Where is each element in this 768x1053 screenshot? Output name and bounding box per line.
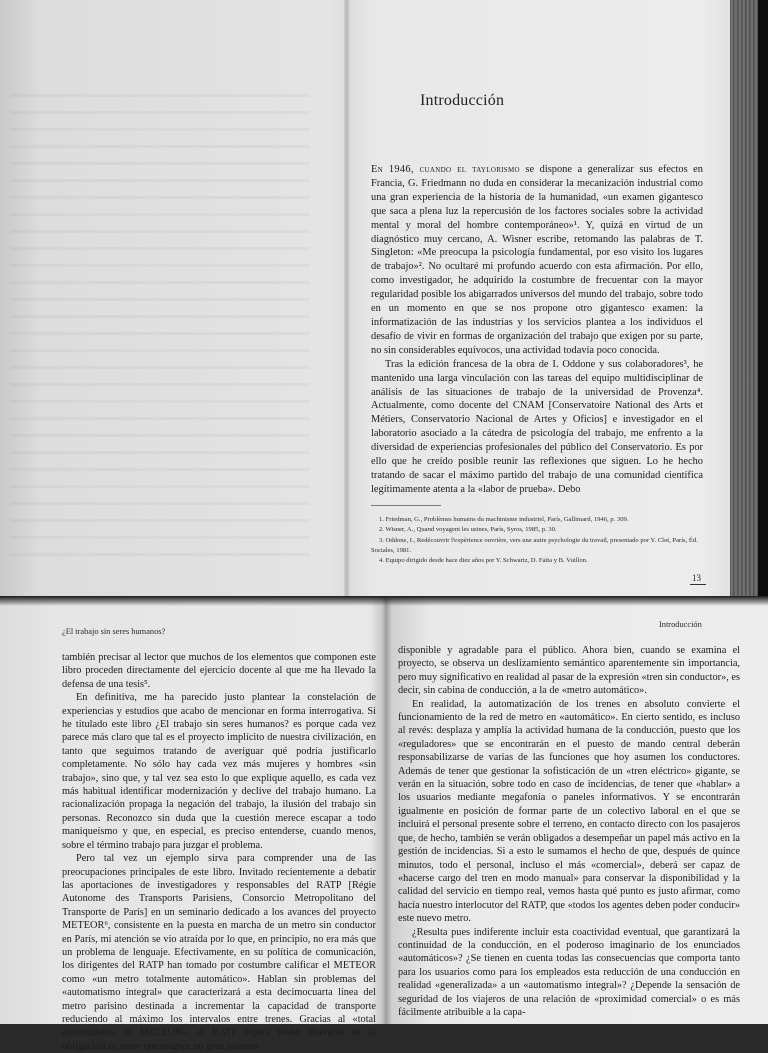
page-edges bbox=[730, 0, 758, 596]
footnotes bbox=[371, 515, 711, 566]
footnote: 4. Equipo dirigido desde hace diez años por Y. Schwartz, D. Faïta y B. Vuillon. bbox=[379, 557, 588, 565]
footnote: 2. Wisner, A., Quand voyagent les usines, París, Syros, 1985, p. 30. bbox=[379, 526, 557, 534]
paragraph: En definitiva, me ha parecido justo plantear la constelación de experiencias y estudios que acabo de mencionar en forma interrogativa. Si he titulado este libro ¿El trabajo sin seres humanos? es porque cada vez parece más claro que tal es el proyecto implícito de nuestra civilización, en tanto que seguimos tratando de averiguar qué podría justificarlo completamente. No sólo hay cada vez más mujeres y hombres «sin trabajo», sino que, y tal vez sea esto lo que explique aquello, es cada vez más habitual identificar modernización y declive del trabajo humano. La racionalización propaga la negación del trabajo, la ilusión del trabajo sin personas. Reconozco sin duda que la cuestión merece escapar a todo maniqueísmo y que, en especial, es preciso entenderse, cuando menos, sobre el término trabajo para juzgar el problema. bbox=[62, 692, 376, 851]
running-head-left: ¿El trabajo sin seres humanos? bbox=[62, 627, 166, 636]
paragraph: En realidad, la automatización de los trenes en absoluto convierte el funcionamiento de la red de metro en «automático». En cierto sentido, es incluso al revés: desplaza y amplía la actividad humana de la conducción, puesto que los «reguladores» que se encontrarán en el puesto de mando central deberán responsabilizarse de varias de las funciones que hoy asumen los conductores. Además de tener que gestionar la sofisticación de un «tren eléctrico» gigante, se verán en la situación, sobre todo en caso de incidencias, de tener que «hablar» a los usuarios mediante megafonía o paneles informativos. Y se encontrarán igualmente en posición de formar parte de un colectivo laboral en el que se incluirá el personal presente sobre el terreno, en contacto directo con los pasajeros que, de hecho, también se verán obligados a desempeñar un papel más activo en la gestión de incidencias. Si a esto le sumamos el hecho de que, después de quince minutos, todo el personal, incluso el más «comercial», deberá ser capaz de «hacerse cargo del tren en modo manual» para conservar la disponibilidad y la calidad del servicio en tiempo real, vemos hasta qué punto es justo afirmar, como hacía nuestro interlocutor del RATP, que «todos los agentes deben poder conducir» este nuevo metro. bbox=[398, 698, 740, 925]
paragraph bbox=[371, 163, 703, 358]
page-gutter bbox=[344, 0, 350, 596]
footnote: 1. Friedman, G., Problèmes humains du machinisme industriel, París, Gallimard, 1946, p. 309. bbox=[379, 516, 629, 523]
lead-small-caps: En 1946, cuando el taylorismo bbox=[371, 164, 520, 175]
paragraph: ¿Resulta pues indiferente incluir esta coactividad eventual, que garantizará la continuidad de la conducción, en el poderoso imaginario de los enunciados «automáticos»? ¿Se tienen en cuenta todas las consecuencias que comporta tanto para los usuarios como para los empleados esta reducción de una conducción en realidad «generalizada» a un «automatismo integral»? ¿Depende la sensación de seguridad de los viajeros de una relación de «proximidad comercial» o es más fácilmente atribuible a la capa- bbox=[398, 926, 740, 1018]
paragraph: también precisar al lector que muchos de los elementos que componen este libro proceden directamente del ejercicio docente al que me ha llevado la defensa de una tesis⁵. bbox=[62, 652, 376, 690]
paragraph: Pero tal vez un ejemplo sirva para comprender una de las preocupaciones principales de este libro. Invitado recientemente a debatir las aportaciones de investigadores y responsables del RATP [Régie Autonome des Transports Parisiens, Consorcio Metropolitano del Transporte de París] en un seminario dedicado a los avances del proyecto METEOR⁶, consistente en la puesta en marcha de un metro sin conductor en París, mi atención se vio atraída por lo que, en principio, no era más que un problema de lenguaje. Efectivamente, en su política de comunicación, los dirigentes del RATP han tomado por costumbre calificar el METEOR como «un metro totalmente automático». Hablan sin problemas del «automatismo integral» que caracterizará a esta decimocuarta línea del metro parisino destinada a incrementar la capacidad de transporte reduciendo al máximo los intervalos entre trenes. Gracias al «total automatismo de METEOR», el RATP espera poder liberarse de la obligación de tener que asignar un gran número bbox=[62, 853, 376, 1052]
page-number-rule bbox=[690, 584, 706, 585]
top-page-body bbox=[371, 163, 703, 497]
left-page-body bbox=[62, 651, 376, 1053]
running-head-right: Introducción bbox=[659, 620, 702, 629]
bleed-through-shadow bbox=[10, 80, 310, 560]
footnote: 3. Oddone, I., Redécouvrir l'expérience ouvrière, vers une autre psychologie du travail, presentado por Y. Clot, París, Éd. Sociales, 1981. bbox=[371, 536, 698, 554]
chapter-title: Introducción bbox=[420, 92, 505, 109]
paragraph: disponible y agradable para el público. Ahora bien, cuando se examina el proyecto, se observa un deslizamiento semántico aparentemente sin importancia, pero muy significativo en realidad al pasar de la expresión «tren sin conductor», es decir, sin cabina de conducción, a la de «metro automático». bbox=[398, 645, 740, 697]
footnote-divider bbox=[371, 505, 441, 506]
page-top-shadow bbox=[0, 596, 768, 606]
right-page-body bbox=[398, 644, 740, 1019]
page-number: 13 bbox=[692, 573, 701, 583]
paragraph: Tras la edición francesa de la obra de I. Oddone y sus colaboradores³, he mantenido una larga vinculación con las tareas del equipo multidisciplinar de análisis de las situaciones de trabajo de la universidad de Provenza⁴. Actualmente, como docente del CNAM [Conservatoire National des Arts et Métiers, Conservatorio Nacional de Artes y Oficios] e investigador en el laboratorio asociado a la cátedra de psicología del trabajo, me enfrento a la diversidad de experiencias profesionales del público del Conservatorio. Es por ello que he creído posible reunir las reflexiones que siguen. Lo he hecho tratando de sacar el máximo partido del trabajo de una comunidad científica legítimamente atenta a la «labor de prueba». Debo bbox=[371, 358, 703, 495]
paragraph-text: se dispone a generalizar sus efectos en Francia, G. Friedmann no duda en considerar la mecanización industrial como una gran experiencia de la historia de la humanidad, «un examen gigantesco que saca a plena luz la repercusión de los factores sociales sobre la actividad mental y moral del hombre contemporáneo»¹. Y, quizá en virtud de un diagnóstico muy cercano, A. Wisner escribe, retomando las palabras de T. Singleton: «Me preocupa la psicología fundamental, por eso visito los lugares de trabajo»². No ocultaré mi profundo acuerdo con esta afirmación. Por ello, como investigador, he adquirido la costumbre de frecuentar con la mayor regularidad posible los abigarrados universos del mundo del trabajo, sobre todo en un momento en que se nos propone otro gigantesco examen: la informatización de las industrias y los servicios plantea a los individuos el desafío de vivir en formas de organización del trabajo que exigen por su parte, no sin considerables equívocos, una actividad todavía poco conocida. bbox=[371, 164, 703, 356]
